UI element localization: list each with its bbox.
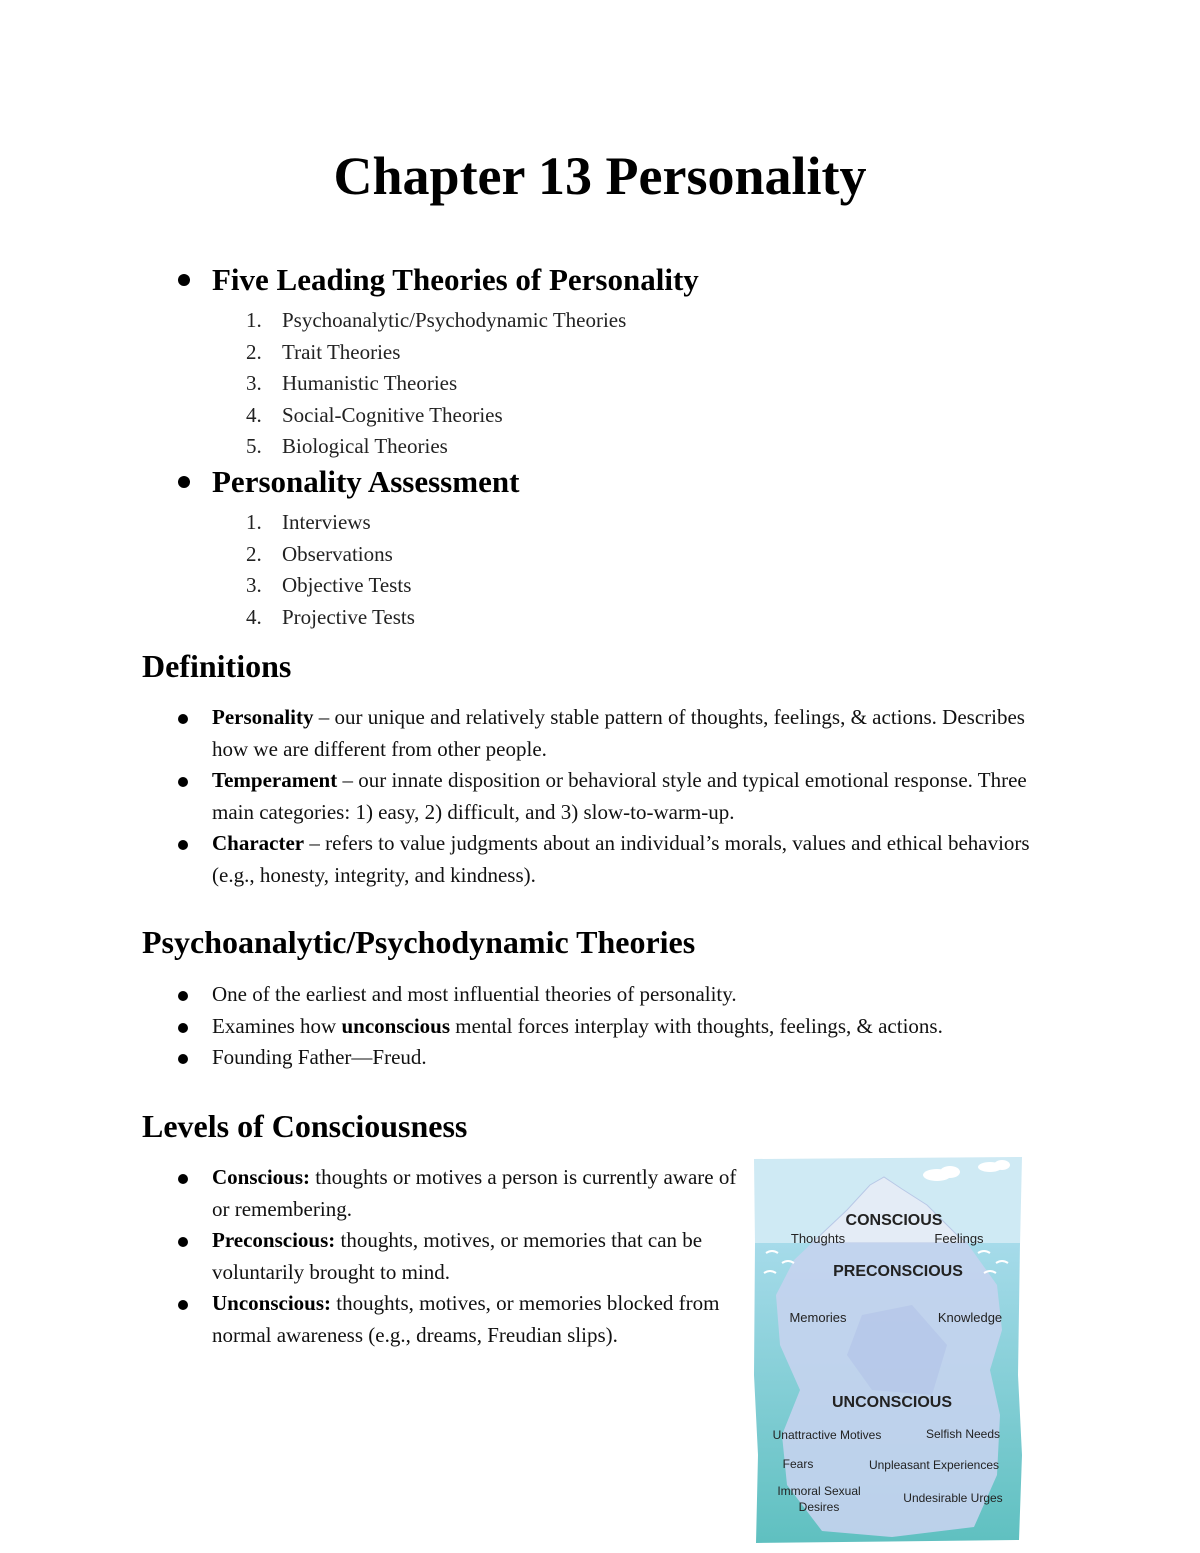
bullet-icon: [178, 777, 188, 787]
term: Personality: [212, 705, 314, 729]
theories-heading: [178, 262, 699, 298]
iceberg-label-desires: Desires: [798, 1500, 840, 1514]
iceberg-label-conscious: CONSCIOUS: [845, 1212, 943, 1229]
list-item: [246, 337, 626, 369]
levels-list: [178, 1162, 738, 1351]
bullet-icon: [178, 991, 188, 1001]
iceberg-label-immoral-sexual: Immoral Sexual: [777, 1484, 861, 1498]
item-text: Psychoanalytic/Psychodynamic Theories: [282, 308, 627, 332]
bullet-icon: [178, 1054, 188, 1064]
iceberg-label-unattractive-motives: Unattractive Motives: [772, 1428, 882, 1442]
item-text: Examines how: [212, 1013, 342, 1038]
term: Preconscious:: [212, 1228, 336, 1252]
definition-text: – refers to value judgments about an individual’s morals, values and ethical behaviors (e.g., honesty, integrity, and kindness).: [212, 831, 1030, 887]
item-number: 3.: [246, 371, 262, 395]
iceberg-label-feelings: Feelings: [934, 1231, 984, 1246]
page-title: Chapter 13 Personality: [333, 146, 867, 206]
item-number: 1.: [246, 510, 262, 534]
list-item: [246, 570, 415, 602]
bullet-icon: [178, 1023, 188, 1033]
term: Temperament: [212, 768, 338, 792]
list-item: [178, 765, 1048, 828]
item-text: Humanistic Theories: [282, 371, 458, 395]
term: Unconscious:: [212, 1291, 332, 1315]
item-number: 5.: [246, 434, 262, 458]
bullet-icon: [178, 1174, 188, 1184]
bullet-icon: [178, 1300, 188, 1310]
item-text: Projective Tests: [282, 604, 415, 629]
definition-text: – our innate disposition or behavioral style and typical emotional response. Three main categories: 1) easy, 2) difficult, and 3) slow-to-warm-up.: [212, 768, 1027, 824]
item-number: 2.: [246, 541, 262, 566]
psycho-heading: Psychoanalytic/Psychodynamic Theories: [142, 924, 696, 960]
theories-heading-text: Five Leading Theories of Personality: [212, 262, 699, 297]
emphasis: unconscious: [341, 1013, 451, 1038]
iceberg-label-undesirable-urges: Undesirable Urges: [903, 1491, 1003, 1505]
list-item: [178, 1162, 738, 1225]
item-number: 4.: [246, 604, 262, 629]
item-number: 4.: [246, 402, 262, 427]
iceberg-illustration: [752, 1155, 1024, 1547]
list-item: [178, 1288, 738, 1351]
definition-text: thoughts, motives, or memories blocked from normal awareness (e.g., dreams, Freudian slips).: [212, 1291, 720, 1347]
item-text: One of the earliest and most influential theories of personality.: [212, 982, 737, 1006]
item-number: 1.: [246, 308, 262, 332]
definition-text: thoughts or motives a person is currently aware of or remembering.: [212, 1165, 737, 1221]
list-item: [178, 1225, 738, 1288]
definitions-list: [178, 702, 1048, 891]
item-text: mental forces interplay with thoughts, feelings, & actions.: [450, 1013, 943, 1038]
item-text: Biological Theories: [282, 434, 448, 458]
assessment-list: [246, 507, 415, 633]
list-item: [246, 507, 415, 539]
iceberg-label-memories: Memories: [789, 1310, 847, 1325]
definition-text: – our unique and relatively stable pattern of thoughts, feelings, & actions. Describes how we are different from other people.: [212, 705, 1025, 761]
psycho-list: [178, 979, 1078, 1074]
list-item: [246, 431, 626, 463]
iceberg-label-unconscious: UNCONSCIOUS: [831, 1394, 953, 1411]
list-item: [178, 1042, 1078, 1074]
definitions-heading: Definitions: [142, 648, 292, 684]
levels-heading: Levels of Consciousness: [142, 1108, 468, 1144]
list-item: [178, 828, 1048, 891]
bullet-icon: [178, 1237, 188, 1247]
assessment-heading: [178, 464, 519, 500]
term: Conscious:: [212, 1165, 311, 1189]
bullet-icon: [178, 840, 188, 850]
list-item: [178, 702, 1048, 765]
list-item: [246, 368, 626, 400]
item-number: 3.: [246, 573, 262, 597]
item-text: Trait Theories: [282, 339, 401, 364]
list-item: [246, 400, 626, 432]
assessment-heading-text: Personality Assessment: [212, 464, 520, 499]
list-item: [246, 602, 415, 634]
term: Character: [212, 831, 305, 855]
item-text: Objective Tests: [282, 573, 412, 597]
iceberg-label-fears: Fears: [782, 1457, 814, 1471]
list-item: [178, 1011, 1078, 1043]
definition-text: thoughts, motives, or memories that can be voluntarily brought to mind.: [212, 1228, 703, 1284]
iceberg-label-thoughts: Thoughts: [790, 1231, 846, 1246]
iceberg-label-preconscious: PRECONSCIOUS: [833, 1263, 963, 1280]
iceberg-label-unpleasant-experiences: Unpleasant Experiences: [868, 1458, 1000, 1472]
item-text: Founding Father—Freud.: [212, 1045, 427, 1069]
iceberg-label-selfish-needs: Selfish Needs: [925, 1427, 1001, 1441]
bullet-icon: [178, 714, 188, 724]
item-text: Interviews: [282, 510, 371, 534]
iceberg-label-knowledge: Knowledge: [937, 1310, 1003, 1325]
bullet-icon: [178, 476, 190, 488]
list-item: [246, 305, 626, 337]
bullet-icon: [178, 274, 190, 286]
item-text: Social-Cognitive Theories: [282, 402, 503, 427]
theories-list: [246, 305, 626, 463]
list-item: [246, 539, 415, 571]
list-item: [178, 979, 1078, 1011]
item-text: Observations: [282, 541, 393, 566]
item-number: 2.: [246, 339, 262, 364]
